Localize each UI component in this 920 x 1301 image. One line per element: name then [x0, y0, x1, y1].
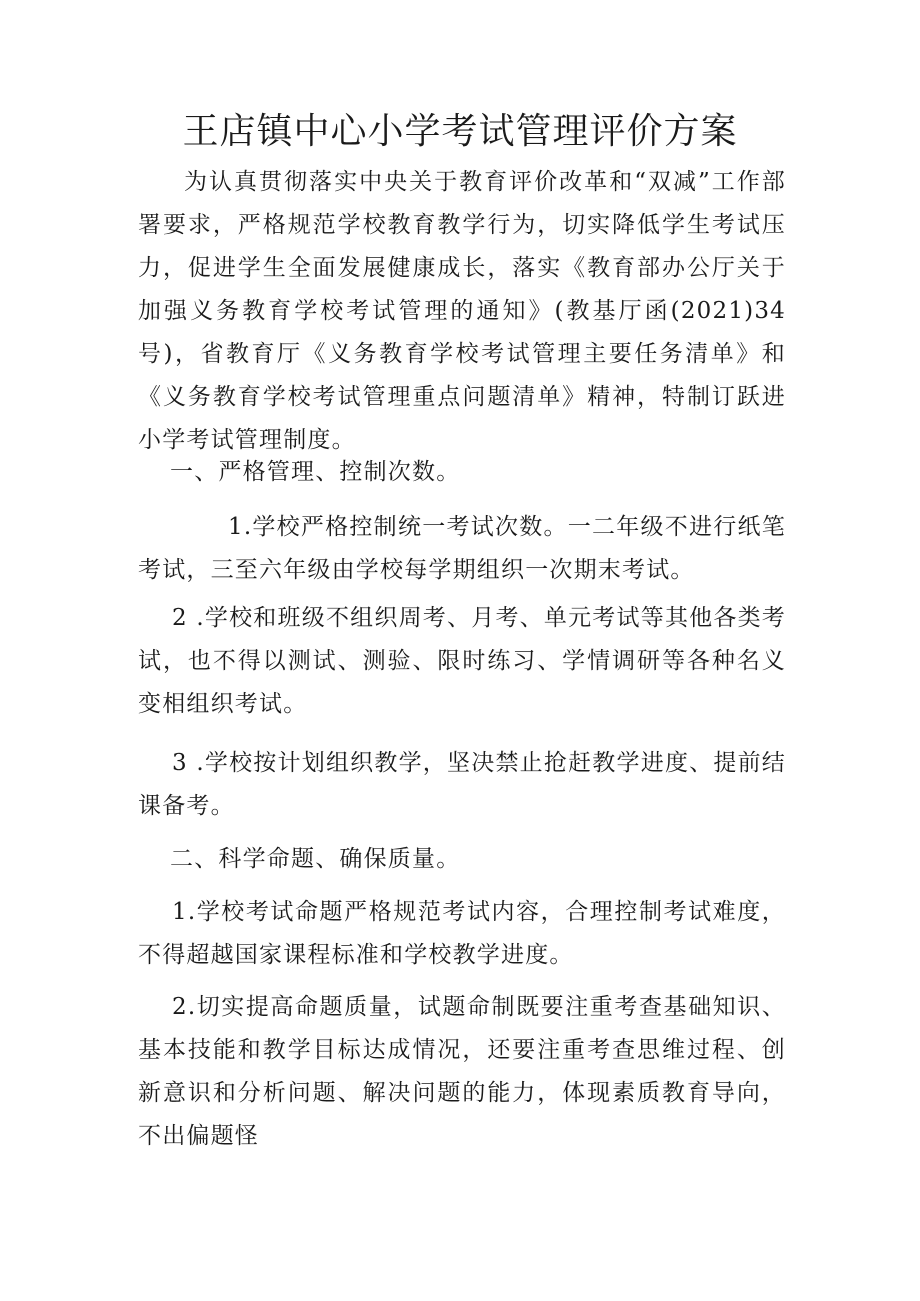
section-1-item-3: 3 .学校按计划组织教学，坚决禁止抢赶教学进度、提前结课备考。 — [138, 750, 786, 819]
section-heading-2: 二、科学命题、确保质量。 — [170, 846, 461, 872]
intro-paragraph: 为认真贯彻落实中央关于教育评价改革和“双减”工作部署要求，严格规范学校教育教学行为，切实降低学生考试压力，促进学生全面发展健康成长，落实《教育部办公厅关于加强义务教育学校考试管理的通知》(教基厅函(2021)34号)，省教育厅《义务教育学校考试管理主要任务清单》和《义务教育学校考试管理重点问题清单》精神，特制订跃进小学考试管理制度。 — [138, 169, 786, 453]
document-title: 王店镇中心小学考试管理评价方案 — [182, 111, 738, 152]
section-1-item-2: 2 .学校和班级不组织周考、月考、单元考试等其他各类考试，也不得以测试、测验、限时练习、学情调研等各种名义变相组织考试。 — [138, 605, 786, 717]
section-2-item-2: 2.切实提高命题质量，试题命制既要注重考查基础知识、基本技能和教学目标达成情况，还要注重考查思维过程、创新意识和分析问题、解决问题的能力，体现素质教育导向，不出偏题怪 — [138, 994, 786, 1149]
section-2-item-1: 1.学校考试命题严格规范考试内容，合理控制考试难度，不得超越国家课程标准和学校教学进度。 — [138, 899, 786, 968]
section-heading-1: 一、严格管理、控制次数。 — [170, 459, 461, 485]
section-1-item-1: 1.学校严格控制统一考试次数。一二年级不进行纸笔考试，三至六年级由学校每学期组织一次期末考试。 — [138, 514, 786, 583]
